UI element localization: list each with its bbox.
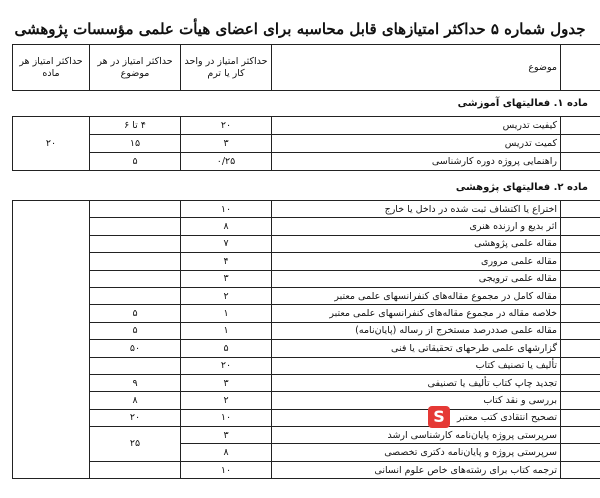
- section-2-title: ماده ۲. فعالیتهای پژوهشی: [455, 182, 588, 193]
- row-each-max: ۴ تا ۶: [90, 117, 181, 135]
- table-row: [13, 461, 600, 478]
- row-band: [561, 322, 600, 339]
- row-band: [561, 392, 600, 409]
- table-row: [13, 409, 600, 426]
- watermark-logo: S: [428, 406, 450, 428]
- row-unit-max: ۱۰: [181, 461, 272, 478]
- header-table: [12, 44, 600, 91]
- table-row: [13, 117, 600, 135]
- row-unit-max: ۷: [181, 235, 272, 252]
- row-each-max: ۵: [90, 153, 181, 171]
- table-title: جدول شماره ۵ حداکثر امتیازهای قابل محاسبه برای اعضای هیأت علمی مؤسسات پژوهشی: [14, 20, 586, 38]
- table-row: [13, 305, 600, 322]
- table-row: [13, 340, 600, 357]
- row-subject: مقاله علمی پژوهشی: [272, 235, 561, 252]
- row-each-max: ۵: [90, 305, 181, 322]
- row-subject: تألیف یا تصنیف کتاب: [272, 357, 561, 374]
- table-row: [13, 135, 600, 153]
- table-row: [13, 287, 600, 304]
- section-1-title: ماده ۱. فعالیتهای آموزشی: [457, 98, 588, 109]
- row-each-max: [90, 235, 181, 252]
- row-unit-max: ۳: [181, 270, 272, 287]
- row-unit-max: ۳: [181, 135, 272, 153]
- row-subject: اختراع یا اکتشاف ثبت شده در داخل یا خارج: [272, 201, 561, 218]
- row-article-max: ۲۰: [13, 117, 90, 171]
- table-row: [13, 235, 600, 252]
- row-unit-max: ۱: [181, 322, 272, 339]
- row-subject: اثر بدیع و ارزنده هنری: [272, 218, 561, 235]
- table-row: [13, 392, 600, 409]
- row-each-max: [90, 357, 181, 374]
- row-band: [561, 135, 600, 153]
- row-subject: گزارشهای علمی طرحهای تحقیقاتی یا فنی: [272, 340, 561, 357]
- row-each-max: [90, 201, 181, 218]
- row-each-max: [90, 270, 181, 287]
- row-band: [561, 374, 600, 391]
- row-unit-max: ۸: [181, 444, 272, 461]
- row-subject: تجدید چاپ کتاب تألیف یا تصنیفی: [272, 374, 561, 391]
- row-article-max: [13, 201, 90, 479]
- row-unit-max: ۲۰: [181, 357, 272, 374]
- row-unit-max: ۲: [181, 287, 272, 304]
- row-band: [561, 340, 600, 357]
- row-band: [561, 270, 600, 287]
- row-unit-max: ۰/۲۵: [181, 153, 272, 171]
- table-row: [13, 374, 600, 391]
- row-band: [561, 117, 600, 135]
- header-subject: موضوع: [272, 45, 561, 91]
- row-each-max: [90, 461, 181, 478]
- row-unit-max: ۱: [181, 305, 272, 322]
- row-subject: سرپرستی پروژه پایان‌نامه کارشناسی ارشد: [272, 427, 561, 444]
- section-2-table: [12, 200, 600, 479]
- row-subject: کمیت تدریس: [272, 135, 561, 153]
- header-article-max: حداکثر امتیاز هر ماده: [13, 45, 90, 91]
- header-each-max: حداکثر امتیاز در هر موضوع: [90, 45, 181, 91]
- row-subject: مقاله علمی مروری: [272, 253, 561, 270]
- row-unit-max: ۳: [181, 374, 272, 391]
- row-unit-max: ۲: [181, 392, 272, 409]
- row-band: [561, 153, 600, 171]
- row-unit-max: ۵: [181, 340, 272, 357]
- row-subject: مقاله کامل در مجموع مقاله‌های کنفرانسهای علمی معتبر: [272, 287, 561, 304]
- row-unit-max: ۴: [181, 253, 272, 270]
- table-row: [13, 153, 600, 171]
- section-1-table: [12, 116, 600, 171]
- row-band: [561, 201, 600, 218]
- row-band: [561, 253, 600, 270]
- row-subject: خلاصه مقاله در مجموع مقاله‌های کنفرانسهای علمی معتبر: [272, 305, 561, 322]
- table-row: [13, 322, 600, 339]
- row-subject: بررسی و نقد کتاب: [272, 392, 561, 409]
- table-row: [13, 253, 600, 270]
- table-row: [13, 201, 600, 218]
- row-unit-max: ۸: [181, 218, 272, 235]
- row-unit-max: ۳: [181, 427, 272, 444]
- row-subject: سرپرستی پروژه و پایان‌نامه دکتری تخصصی: [272, 444, 561, 461]
- row-subject: مقاله علمی ترویجی: [272, 270, 561, 287]
- row-subject: ترجمه کتاب برای رشته‌های خاص علوم انسانی: [272, 461, 561, 478]
- row-band: [561, 305, 600, 322]
- row-each-max: [90, 287, 181, 304]
- table-row: [13, 357, 600, 374]
- row-each-max: ۵۰: [90, 340, 181, 357]
- row-band: [561, 287, 600, 304]
- row-unit-max: ۱۰: [181, 409, 272, 426]
- row-each-max: ۵: [90, 322, 181, 339]
- row-band: [561, 461, 600, 478]
- row-each-max: ۹: [90, 374, 181, 391]
- row-each-max: ۱۵: [90, 135, 181, 153]
- row-band: [561, 357, 600, 374]
- row-unit-max: ۱۰: [181, 201, 272, 218]
- row-subject: راهنمایی پروژه دوره کارشناسی: [272, 153, 561, 171]
- row-subject: مقاله علمی صددرصد مستخرج از رساله (پایان‌نامه): [272, 322, 561, 339]
- header-unit-max: حداکثر امتیاز در واحد کار یا ترم: [181, 45, 272, 91]
- row-each-max: [90, 218, 181, 235]
- row-unit-max: ۲۰: [181, 117, 272, 135]
- row-subject: کیفیت تدریس: [272, 117, 561, 135]
- row-each-max: ۸: [90, 392, 181, 409]
- row-each-max: [90, 253, 181, 270]
- row-subject: تصحیح انتقادی کتب معتبر: [272, 409, 561, 426]
- row-each-max: ۲۰: [90, 409, 181, 426]
- row-band: [561, 235, 600, 252]
- table-row: [13, 270, 600, 287]
- table-row: [13, 427, 600, 444]
- header-band: [561, 45, 600, 91]
- table-row: [13, 218, 600, 235]
- row-each-max: ۲۵: [90, 427, 181, 462]
- row-band: [561, 444, 600, 461]
- row-band: [561, 218, 600, 235]
- row-band: [561, 409, 600, 426]
- row-band: [561, 427, 600, 444]
